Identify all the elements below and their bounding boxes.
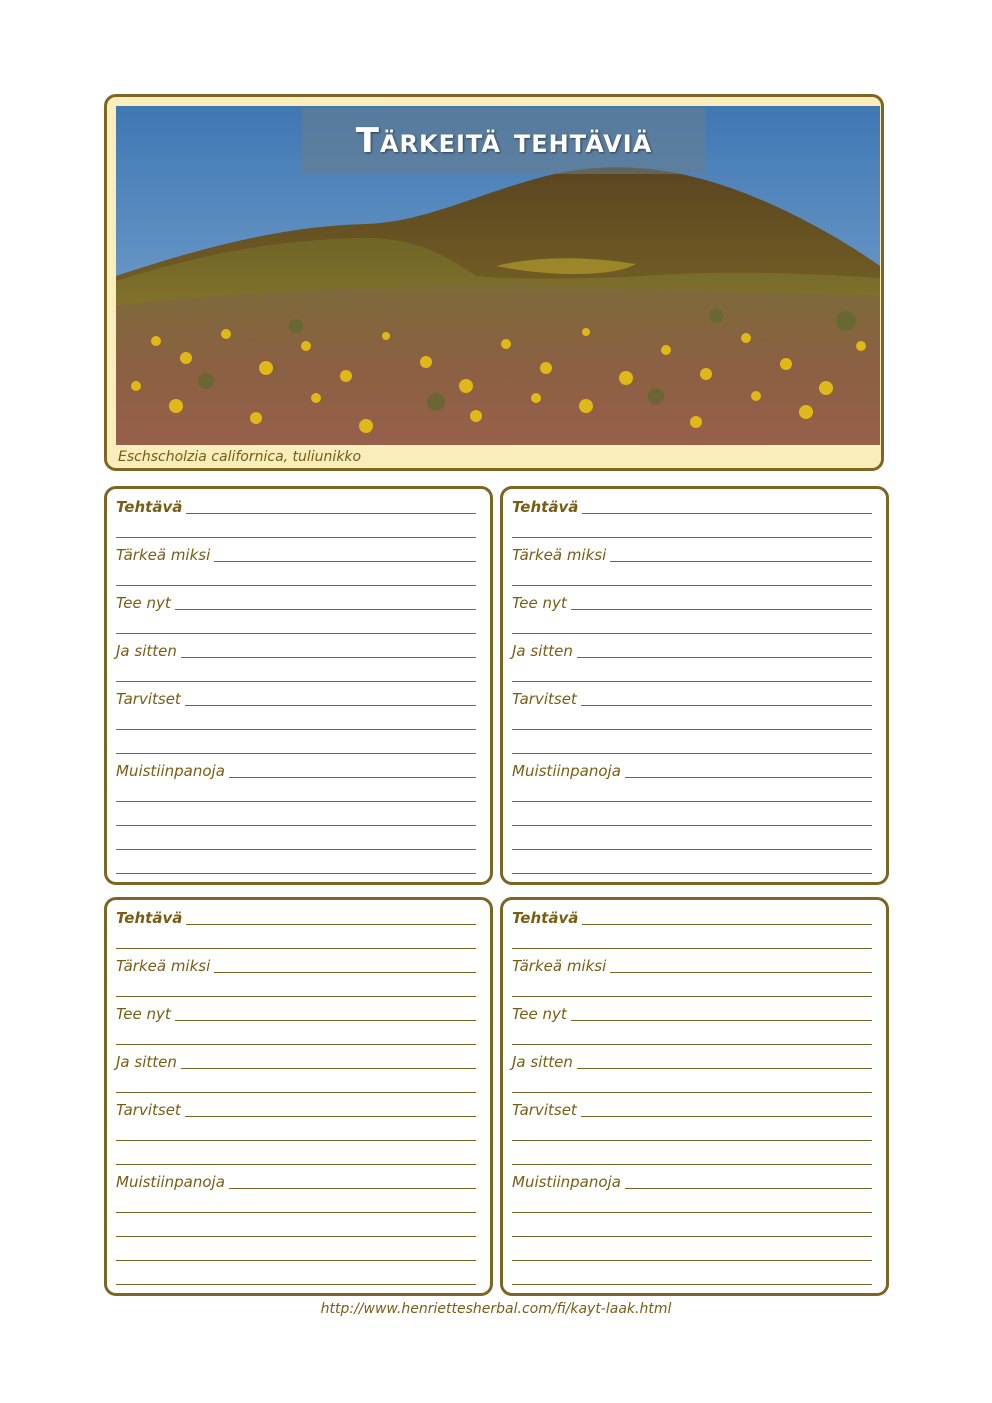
photo-caption: Eschscholzia californica, tuliunikko [118, 449, 362, 465]
writing-line [512, 1260, 872, 1261]
task-row[interactable] [116, 905, 476, 927]
blank-row[interactable] [512, 566, 872, 588]
writing-line [116, 537, 476, 538]
blank-row[interactable] [116, 662, 476, 684]
writing-line [116, 1260, 476, 1261]
needs-row[interactable] [116, 686, 476, 708]
then-row[interactable] [116, 1049, 476, 1071]
task-card-3 [104, 897, 493, 1296]
writing-line [571, 609, 872, 610]
writing-line [116, 801, 476, 802]
writing-line [512, 729, 872, 730]
task-card-4 [500, 897, 889, 1296]
then-label: Ja sitten [512, 642, 573, 660]
why-row[interactable] [512, 542, 872, 564]
why-row[interactable] [116, 542, 476, 564]
blank-row[interactable] [512, 1145, 872, 1167]
writing-line [577, 657, 872, 658]
why-row[interactable] [116, 953, 476, 975]
blank-row[interactable] [512, 854, 872, 876]
why-label: Tärkeä miksi [512, 957, 607, 975]
writing-line [512, 1092, 872, 1093]
task-label: Tehtävä [116, 909, 183, 927]
writing-line [116, 1164, 476, 1165]
task-row[interactable] [116, 494, 476, 516]
notes-label: Muistiinpanoja [512, 762, 621, 780]
writing-line [577, 1068, 872, 1069]
why-label: Tärkeä miksi [116, 957, 211, 975]
writing-line [116, 948, 476, 949]
writing-line [512, 849, 872, 850]
blank-row[interactable] [116, 1121, 476, 1143]
blank-row[interactable] [512, 1265, 872, 1287]
blank-row[interactable] [116, 1241, 476, 1263]
writing-line [512, 1140, 872, 1141]
blank-row[interactable] [512, 1241, 872, 1263]
writing-line [571, 1020, 872, 1021]
task-card-2 [500, 486, 889, 885]
task-card-1 [104, 486, 493, 885]
blank-row[interactable] [116, 1265, 476, 1287]
title-box [302, 108, 706, 174]
landscape-photo [116, 106, 880, 445]
writing-line [512, 1212, 872, 1213]
writing-line [116, 996, 476, 997]
writing-line [512, 825, 872, 826]
writing-line [214, 561, 476, 562]
writing-line [610, 561, 872, 562]
blank-row[interactable] [116, 710, 476, 732]
writing-line [116, 873, 476, 874]
writing-line [512, 1164, 872, 1165]
writing-line [175, 609, 476, 610]
now-row[interactable] [512, 1001, 872, 1023]
why-label: Tärkeä miksi [512, 546, 607, 564]
blank-row[interactable] [116, 1073, 476, 1095]
blank-row[interactable] [512, 518, 872, 540]
writing-line [512, 873, 872, 874]
writing-line [116, 1284, 476, 1285]
blank-row[interactable] [512, 662, 872, 684]
writing-line [116, 825, 476, 826]
now-label: Tee nyt [512, 594, 567, 612]
writing-line [116, 681, 476, 682]
notes-row[interactable] [116, 758, 476, 780]
blank-row[interactable] [512, 734, 872, 756]
blank-row[interactable] [512, 1193, 872, 1215]
notes-label: Muistiinpanoja [512, 1173, 621, 1191]
needs-label: Tarvitset [512, 690, 577, 708]
now-label: Tee nyt [512, 1005, 567, 1023]
blank-row[interactable] [116, 1217, 476, 1239]
header-card [104, 94, 884, 471]
blank-row[interactable] [512, 1073, 872, 1095]
writing-line [625, 1188, 872, 1189]
blank-row[interactable] [512, 782, 872, 804]
needs-row[interactable] [512, 686, 872, 708]
writing-line [175, 1020, 476, 1021]
writing-line [512, 753, 872, 754]
writing-line [116, 1236, 476, 1237]
needs-label: Tarvitset [512, 1101, 577, 1119]
source-url[interactable]: http://www.henriettesherbal.com/fi/kayt-laak.html [320, 1301, 672, 1317]
writing-line [116, 1140, 476, 1141]
blank-row[interactable] [512, 1025, 872, 1047]
writing-line [625, 777, 872, 778]
blank-row[interactable] [512, 977, 872, 999]
now-row[interactable] [512, 590, 872, 612]
blank-row[interactable] [116, 734, 476, 756]
blank-row[interactable] [116, 1025, 476, 1047]
then-row[interactable] [512, 638, 872, 660]
writing-line [116, 1044, 476, 1045]
blank-row[interactable] [512, 806, 872, 828]
writing-line [116, 753, 476, 754]
then-label: Ja sitten [116, 642, 177, 660]
writing-line [581, 705, 872, 706]
writing-line [116, 633, 476, 634]
writing-line [581, 1116, 872, 1117]
writing-line [512, 996, 872, 997]
needs-label: Tarvitset [116, 1101, 181, 1119]
blank-row[interactable] [512, 929, 872, 951]
writing-line [186, 513, 476, 514]
blank-row[interactable] [116, 1145, 476, 1167]
notes-label: Muistiinpanoja [116, 762, 225, 780]
writing-line [214, 972, 476, 973]
blank-row[interactable] [116, 518, 476, 540]
then-row[interactable] [512, 1049, 872, 1071]
needs-row[interactable] [512, 1097, 872, 1119]
writing-line [512, 633, 872, 634]
writing-line [582, 924, 872, 925]
blank-row[interactable] [512, 614, 872, 636]
writing-line [512, 801, 872, 802]
writing-line [229, 777, 476, 778]
now-label: Tee nyt [116, 594, 171, 612]
writing-line [610, 972, 872, 973]
task-label: Tehtävä [512, 909, 579, 927]
writing-line [582, 513, 872, 514]
then-label: Ja sitten [512, 1053, 573, 1071]
writing-line [116, 585, 476, 586]
task-label: Tehtävä [512, 498, 579, 516]
blank-row[interactable] [116, 977, 476, 999]
then-row[interactable] [116, 638, 476, 660]
writing-line [185, 705, 476, 706]
writing-line [512, 585, 872, 586]
writing-line [116, 1212, 476, 1213]
why-label: Tärkeä miksi [116, 546, 211, 564]
blank-row[interactable] [116, 782, 476, 804]
blank-row[interactable] [116, 1193, 476, 1215]
writing-line [512, 681, 872, 682]
now-label: Tee nyt [116, 1005, 171, 1023]
blank-row[interactable] [116, 566, 476, 588]
writing-line [181, 657, 476, 658]
then-label: Ja sitten [116, 1053, 177, 1071]
writing-line [116, 849, 476, 850]
writing-line [512, 1284, 872, 1285]
writing-line [181, 1068, 476, 1069]
notes-label: Muistiinpanoja [116, 1173, 225, 1191]
why-row[interactable] [512, 953, 872, 975]
blank-row[interactable] [116, 929, 476, 951]
blank-row[interactable] [512, 830, 872, 852]
needs-row[interactable] [116, 1097, 476, 1119]
writing-line [512, 1236, 872, 1237]
notes-row[interactable] [512, 758, 872, 780]
blank-row[interactable] [512, 1121, 872, 1143]
blank-row[interactable] [116, 614, 476, 636]
notes-row[interactable] [512, 1169, 872, 1191]
writing-line [116, 1092, 476, 1093]
writing-line [116, 729, 476, 730]
now-row[interactable] [116, 590, 476, 612]
blank-row[interactable] [512, 1217, 872, 1239]
writing-line [186, 924, 476, 925]
page-title: Tärkeitä tehtäviä [355, 121, 653, 161]
writing-line [512, 537, 872, 538]
now-row[interactable] [116, 1001, 476, 1023]
blank-row[interactable] [116, 806, 476, 828]
blank-row[interactable] [116, 854, 476, 876]
needs-label: Tarvitset [116, 690, 181, 708]
writing-line [512, 1044, 872, 1045]
blank-row[interactable] [116, 830, 476, 852]
task-row[interactable] [512, 905, 872, 927]
writing-line [229, 1188, 476, 1189]
blank-row[interactable] [512, 710, 872, 732]
notes-row[interactable] [116, 1169, 476, 1191]
writing-line [185, 1116, 476, 1117]
task-label: Tehtävä [116, 498, 183, 516]
writing-line [512, 948, 872, 949]
task-row[interactable] [512, 494, 872, 516]
